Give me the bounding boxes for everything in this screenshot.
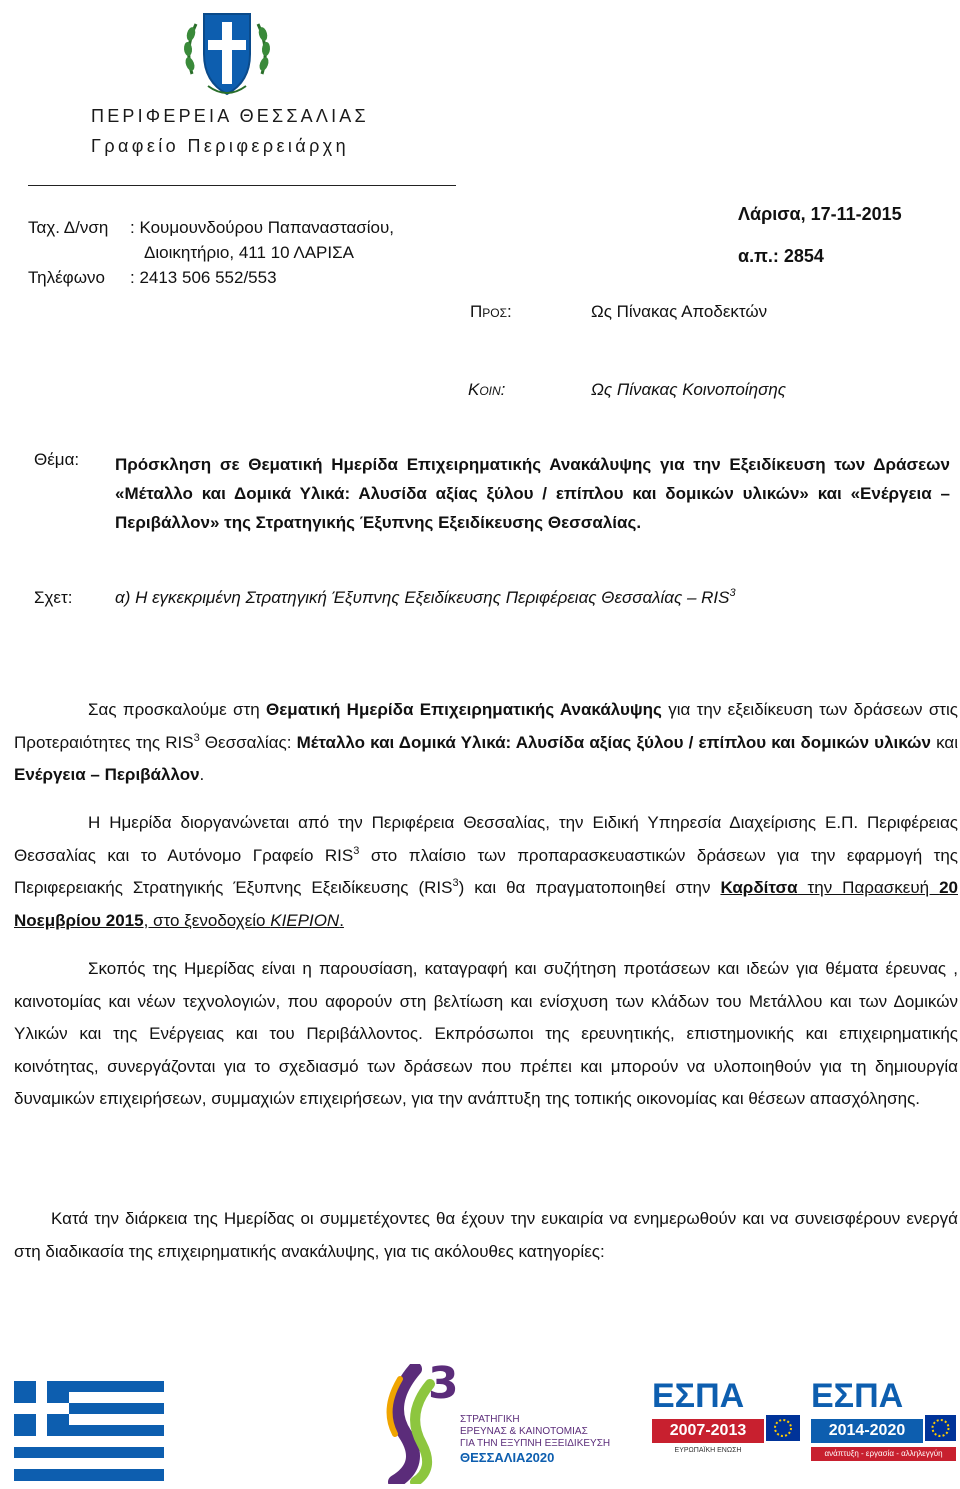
p2-end: . (339, 910, 344, 930)
paragraph-categories: Κατά την διάρκεια της Ημερίδας οι συμμετέχοντες θα έχουν την ευκαιρία να ενημερωθούν και να συνεισφέρουν ενεργά στη διαδικασία της επιχειρηματικής ανακάλυψης, για τις ακόλουθες κατηγορίες: (14, 1209, 958, 1261)
ris3-line3: ΓΙΑ ΤΗΝ ΕΞΥΠΝΗ ΕΞΕΙΔΙΚΕΥΣΗ (460, 1438, 611, 1449)
p2-city: Καρδίτσα (720, 878, 798, 897)
p1-bold3: Ενέργεια – Περιβάλλον (14, 765, 200, 784)
paragraph-organization (14, 807, 958, 937)
org-name: ΠΕΡΙΦΕΡΕΙΑ ΘΕΣΣΑΛΙΑΣ (91, 106, 369, 126)
p2-text1: Η Ημερίδα διοργανώνεται από την Περιφέρεια Θεσσαλίας, την Ειδική Υπηρεσία Διαχείρισης Ε.Π. Περιφέρειας Θεσσαλίας και το Αυτόνομο Γραφείο RIS (14, 813, 958, 865)
ris3-line1: ΣΤΡΑΤΗΓΙΚΗ (460, 1414, 520, 1425)
p1-text5: . (199, 765, 205, 784)
paragraph-invitation (14, 694, 958, 792)
ris3-text (460, 1414, 610, 1464)
coat-of-arms-icon (178, 4, 276, 104)
p2-text3: ) και θα πραγματοποιηθεί στην (458, 878, 721, 897)
p1-text3: Θεσσαλίας: (199, 732, 297, 752)
ris3-line4: ΘΕΣΣΑΛΙΑ2020 (460, 1450, 555, 1465)
to-value: Ως Πίνακας Αποδεκτών (591, 302, 768, 321)
ris3-line2: ΕΡΕΥΝΑΣ & ΚΑΙΝΟΤΟΜΙΑΣ (460, 1426, 588, 1437)
relation-text-main: α) Η εγκεκριμένη Στρατηγική Έξυπνης Εξειδίκευσης Περιφέρειας Θεσσαλίας – RIS (115, 588, 730, 607)
greek-flag-icon (14, 1381, 164, 1481)
phone-label: Τηλέφωνο (28, 268, 105, 287)
espa1-years: 2007-2013 (652, 1419, 764, 1443)
espa2-title: ΕΣΠΑ (811, 1377, 904, 1415)
p1-sup: 3 (193, 731, 200, 744)
p1-text1: Σας προσκαλούμε στη (88, 700, 267, 719)
p2-day: την Παρασκευή (797, 878, 940, 897)
relation-label: Σχετ: (34, 588, 73, 607)
espa1-tag: ΕΥΡΩΠΑΪΚΗ ΕΝΩΣΗ (674, 1447, 742, 1454)
p1-bold1: Θεματική Ημερίδα Επιχειρηματικής Ανακάλυψης (266, 700, 662, 719)
relation-sup: 3 (729, 587, 736, 599)
document-date: Λάρισα, 17-11-2015 (738, 204, 902, 224)
protocol-number: α.π.: 2854 (738, 246, 824, 266)
ris3-logo (370, 1358, 632, 1484)
office-name: Γραφείο Περιφερειάρχη (91, 136, 349, 156)
cc-value: Ως Πίνακας Κοινοποίησης (591, 380, 787, 399)
ris3-number: 3 (428, 1358, 459, 1409)
subject-text: Πρόσκληση σε Θεματική Ημερίδα Επιχειρηματικής Ανακάλυψης για την Εξειδίκευση των Δράσεων «Μέταλλο και Δομικά Υλικά: Αλυσίδα αξίας ξύλου / επίπλου και δομικών υλικών» και «Ενέργεια – Περιβάλλον» της Στρατηγικής Έξυπνης Εξειδίκευσης Θεσσαλίας. (115, 455, 950, 532)
espa2-tag: ανάπτυξη - εργασία - αλληλεγγύη (811, 1447, 956, 1461)
p1-text2: για την εξειδίκευση των δράσεων στις Προτεραιότητες της RIS (14, 700, 958, 752)
p2-text2: στο πλαίσιο των προπαρασκευαστικών δράσεων για την εφαρμογή της Περιφερειακής Στρατηγικής Έξυπνης Εξειδίκευσης (RIS (14, 845, 958, 897)
p1-text4: και (930, 732, 959, 752)
p2-sup1: 3 (353, 844, 360, 857)
paragraph-purpose: Σκοπός της Ημερίδας είναι η παρουσίαση, καταγραφή και συζήτηση προτάσεων και ιδεών για θέματα έρευνας , καινοτομίας και νέων τεχνολογιών, που αφορούν στη βελτίωση και ενίσχυση των κλάδων του Μετάλλου και των Δομικών Υλικών και της Ενέργειας και του Περιβάλλοντος. Εκπρόσωποι της ερευνητικής, επιστημονικής και επιχειρηματικής κοινότητας, συνεργάζονται για το σχεδιασμό των δράσεων που πρέπει και μπορούν να υλοποιηθούν για τη δημιουργία δυναμικών επιχειρήσεων, συμμαχιών επιχειρήσεων, για την ανάπτυξη της τοπικής οικονομίας και θέσεων απασχόλησης. (14, 959, 958, 1108)
relation-text (115, 588, 736, 608)
eu-flag-icon (766, 1415, 800, 1441)
eu-flag-icon-2 (925, 1415, 956, 1441)
espa2-years: 2014-2020 (811, 1419, 923, 1443)
espa-2007-logo (652, 1377, 802, 1481)
p1-bold2: Μέταλλο και Δομικά Υλικά: Αλυσίδα αξίας ξύλου / επίπλου και δομικών υλικών (296, 732, 931, 752)
p2-venue: KIEPION (270, 910, 340, 930)
to-label: Προς: (470, 302, 512, 321)
p2-venue-label: , στο ξενοδοχείο (143, 910, 271, 930)
p2-date: 20 Νοεμβρίου 2015 (14, 878, 958, 930)
phone-value: : 2413 506 552/553 (130, 268, 277, 287)
cc-label: Κοιν: (468, 380, 506, 399)
address-label: Ταχ. Δ/νση (28, 218, 109, 237)
p2-sup2: 3 (452, 877, 459, 889)
address-line1: : Κουμουνδούρου Παπαναστασίου, (130, 218, 395, 237)
espa1-title: ΕΣΠΑ (652, 1377, 745, 1415)
subject-label: Θέμα: (34, 450, 80, 469)
espa-2014-logo (811, 1377, 956, 1481)
address-line2: Διοικητήριο, 411 10 ΛΑΡΙΣΑ (144, 243, 354, 262)
header-divider (28, 185, 456, 186)
